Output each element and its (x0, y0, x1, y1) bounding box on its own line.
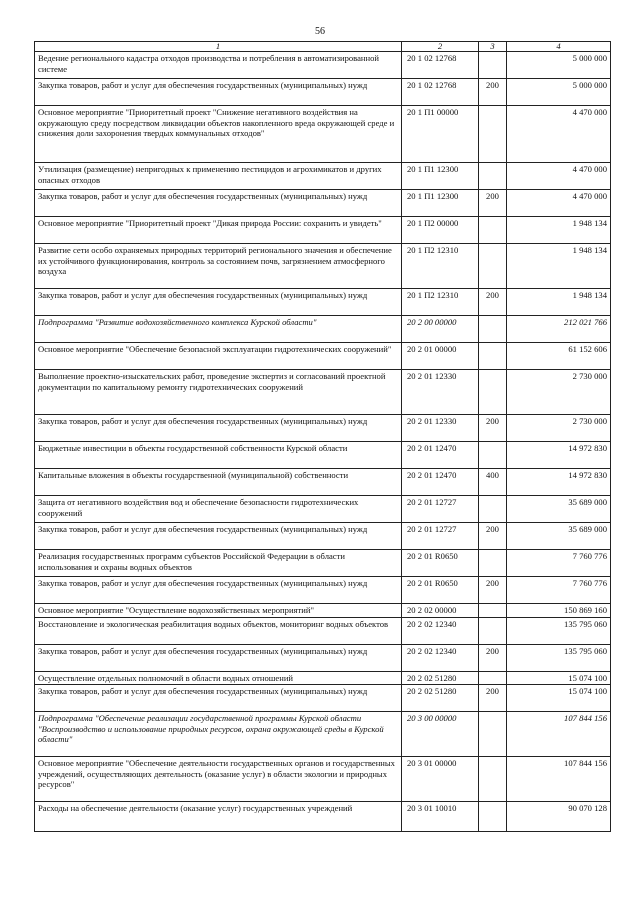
cell-amount: 1 948 134 (507, 244, 611, 289)
cell-name: Закупка товаров, работ и услуг для обеспечения государственных (муниципальных) нужд (35, 577, 402, 604)
cell-name: Основное мероприятие "Осуществление водохозяйственных мероприятий" (35, 604, 402, 618)
table-row (35, 163, 611, 190)
cell-amount: 35 689 000 (507, 496, 611, 523)
column-header-code: 2 (402, 42, 479, 52)
cell-code: 20 2 01 R0650 (402, 550, 479, 577)
table-row (35, 757, 611, 802)
table-row (35, 523, 611, 550)
table-row (35, 604, 611, 618)
cell-code: 20 2 02 12340 (402, 644, 479, 671)
cell-amount: 1 948 134 (507, 217, 611, 244)
cell-code: 20 2 02 00000 (402, 604, 479, 618)
cell-name: Ведение регионального кадастра отходов производства и потребления в автоматизированной системе (35, 52, 402, 79)
column-header-amount: 4 (507, 42, 611, 52)
cell-code: 20 3 01 00000 (402, 757, 479, 802)
table-row-subprogram (35, 316, 611, 343)
cell-amount: 5 000 000 (507, 79, 611, 106)
cell-expense-type (479, 802, 507, 832)
cell-expense-type (479, 712, 507, 757)
cell-name: Закупка товаров, работ и услуг для обеспечения государственных (муниципальных) нужд (35, 190, 402, 217)
cell-code: 20 2 00 00000 (402, 316, 479, 343)
cell-expense-type (479, 217, 507, 244)
cell-name: Реализация государственных программ субъектов Российской Федерации в области использования и охраны водных объектов (35, 550, 402, 577)
table-row (35, 469, 611, 496)
cell-expense-type: 200 (479, 685, 507, 712)
table-row (35, 442, 611, 469)
cell-amount: 90 070 128 (507, 802, 611, 832)
cell-expense-type (479, 604, 507, 618)
cell-code: 20 1 П1 12300 (402, 163, 479, 190)
table-row (35, 644, 611, 671)
cell-amount: 150 869 160 (507, 604, 611, 618)
cell-name: Восстановление и экологическая реабилитация водных объектов, мониторинг водных объектов (35, 617, 402, 644)
cell-code: 20 2 02 12340 (402, 617, 479, 644)
table-header-row (35, 42, 611, 52)
cell-code: 20 1 П2 12310 (402, 289, 479, 316)
cell-amount: 7 760 776 (507, 577, 611, 604)
cell-amount: 2 730 000 (507, 415, 611, 442)
cell-amount: 1 948 134 (507, 289, 611, 316)
cell-amount: 5 000 000 (507, 52, 611, 79)
table-row (35, 190, 611, 217)
cell-expense-type (479, 550, 507, 577)
table-row (35, 617, 611, 644)
table-row (35, 244, 611, 289)
cell-code: 20 1 П1 12300 (402, 190, 479, 217)
cell-amount: 2 730 000 (507, 370, 611, 415)
cell-amount: 15 074 100 (507, 685, 611, 712)
table-row (35, 671, 611, 685)
cell-expense-type (479, 52, 507, 79)
cell-name: Развитие сети особо охраняемых природных территорий регионального значения и обеспечение их устойчивого функционирования, контроль за состоянием почв, загрязнением атмосферного воздуха (35, 244, 402, 289)
cell-expense-type: 200 (479, 577, 507, 604)
cell-amount: 135 795 060 (507, 617, 611, 644)
cell-expense-type: 200 (479, 644, 507, 671)
table-row (35, 550, 611, 577)
cell-amount: 107 844 156 (507, 712, 611, 757)
table-row (35, 289, 611, 316)
table-row (35, 106, 611, 163)
cell-code: 20 1 П2 00000 (402, 217, 479, 244)
table-row (35, 52, 611, 79)
cell-code: 20 2 01 12727 (402, 496, 479, 523)
table-row (35, 370, 611, 415)
cell-expense-type: 200 (479, 289, 507, 316)
cell-expense-type (479, 496, 507, 523)
cell-code: 20 2 01 12470 (402, 469, 479, 496)
cell-code: 20 2 01 12330 (402, 370, 479, 415)
column-header-expense-type: 3 (479, 42, 507, 52)
cell-name: Утилизация (размещение) непригодных к применению пестицидов и агрохимикатов и других опасных отходов (35, 163, 402, 190)
cell-expense-type: 200 (479, 190, 507, 217)
cell-name: Закупка товаров, работ и услуг для обеспечения государственных (муниципальных) нужд (35, 523, 402, 550)
column-header-name: 1 (35, 42, 402, 52)
cell-name: Закупка товаров, работ и услуг для обеспечения государственных (муниципальных) нужд (35, 685, 402, 712)
cell-amount: 212 021 766 (507, 316, 611, 343)
cell-name: Основное мероприятие "Обеспечение деятельности государственных органов и государственных учреждений, осуществляющих деятельность (оказание услуг) в области экологии и природных ресурсов" (35, 757, 402, 802)
cell-name: Подпрограмма "Развитие водохозяйственного комплекса Курской области" (35, 316, 402, 343)
cell-code: 20 2 01 12727 (402, 523, 479, 550)
cell-amount: 61 152 606 (507, 343, 611, 370)
cell-amount: 4 470 000 (507, 106, 611, 163)
budget-table (34, 41, 611, 832)
cell-expense-type (479, 370, 507, 415)
table-row (35, 802, 611, 832)
cell-code: 20 2 01 00000 (402, 343, 479, 370)
cell-name: Осуществление отдельных полномочий в области водных отношений (35, 671, 402, 685)
cell-code: 20 2 02 51280 (402, 671, 479, 685)
cell-name: Бюджетные инвестиции в объекты государственной собственности Курской области (35, 442, 402, 469)
cell-name: Расходы на обеспечение деятельности (оказание услуг) государственных учреждений (35, 802, 402, 832)
cell-name: Основное мероприятие "Приоритетный проект "Снижение негативного воздействия на окружающую среду посредством ликвидации объектов накопленного вреда окружающей среде и снижения доли захоронения твердых коммунальных отходов" (35, 106, 402, 163)
cell-amount: 4 470 000 (507, 163, 611, 190)
cell-name: Капитальные вложения в объекты государственной (муниципальной) собственности (35, 469, 402, 496)
cell-amount: 4 470 000 (507, 190, 611, 217)
cell-code: 20 1 П2 12310 (402, 244, 479, 289)
cell-expense-type (479, 671, 507, 685)
cell-code: 20 3 01 10010 (402, 802, 479, 832)
cell-amount: 35 689 000 (507, 523, 611, 550)
cell-code: 20 1 02 12768 (402, 52, 479, 79)
cell-expense-type (479, 757, 507, 802)
cell-expense-type (479, 244, 507, 289)
table-row (35, 79, 611, 106)
cell-expense-type (479, 343, 507, 370)
cell-name: Основное мероприятие "Обеспечение безопасной эксплуатации гидротехнических сооружений" (35, 343, 402, 370)
table-row (35, 217, 611, 244)
page-number: 56 (315, 26, 325, 37)
cell-expense-type: 200 (479, 79, 507, 106)
cell-code: 20 2 01 R0650 (402, 577, 479, 604)
cell-amount: 107 844 156 (507, 757, 611, 802)
cell-amount: 14 972 830 (507, 469, 611, 496)
cell-expense-type: 200 (479, 415, 507, 442)
cell-name: Закупка товаров, работ и услуг для обеспечения государственных (муниципальных) нужд (35, 415, 402, 442)
cell-amount: 14 972 830 (507, 442, 611, 469)
table-row (35, 415, 611, 442)
cell-name: Закупка товаров, работ и услуг для обеспечения государственных (муниципальных) нужд (35, 79, 402, 106)
cell-code: 20 1 П1 00000 (402, 106, 479, 163)
cell-code: 20 2 01 12330 (402, 415, 479, 442)
cell-expense-type (479, 316, 507, 343)
cell-code: 20 2 02 51280 (402, 685, 479, 712)
table-row-subprogram (35, 712, 611, 757)
cell-code: 20 1 02 12768 (402, 79, 479, 106)
table-row (35, 496, 611, 523)
cell-name: Закупка товаров, работ и услуг для обеспечения государственных (муниципальных) нужд (35, 644, 402, 671)
table-body (35, 42, 611, 832)
cell-name: Подпрограмма "Обеспечение реализации государственной программы Курской области "Воспроизводство и использование природных ресурсов, охрана окружающей среды в Курской области" (35, 712, 402, 757)
cell-name: Закупка товаров, работ и услуг для обеспечения государственных (муниципальных) нужд (35, 289, 402, 316)
cell-name: Основное мероприятие "Приоритетный проект "Дикая природа России: сохранить и увидеть" (35, 217, 402, 244)
cell-amount: 15 074 100 (507, 671, 611, 685)
cell-name: Защита от негативного воздействия вод и обеспечение безопасности гидротехнических сооружений (35, 496, 402, 523)
cell-expense-type (479, 106, 507, 163)
table-row (35, 343, 611, 370)
table-row (35, 685, 611, 712)
cell-expense-type: 400 (479, 469, 507, 496)
cell-expense-type (479, 163, 507, 190)
cell-expense-type (479, 617, 507, 644)
table-row (35, 577, 611, 604)
cell-code: 20 2 01 12470 (402, 442, 479, 469)
cell-amount: 135 795 060 (507, 644, 611, 671)
cell-code: 20 3 00 00000 (402, 712, 479, 757)
cell-expense-type (479, 442, 507, 469)
cell-name: Выполнение проектно-изыскательских работ, проведение экспертиз и согласований проектной документации по капитальному ремонту гидротехнических сооружений (35, 370, 402, 415)
cell-amount: 7 760 776 (507, 550, 611, 577)
cell-expense-type: 200 (479, 523, 507, 550)
